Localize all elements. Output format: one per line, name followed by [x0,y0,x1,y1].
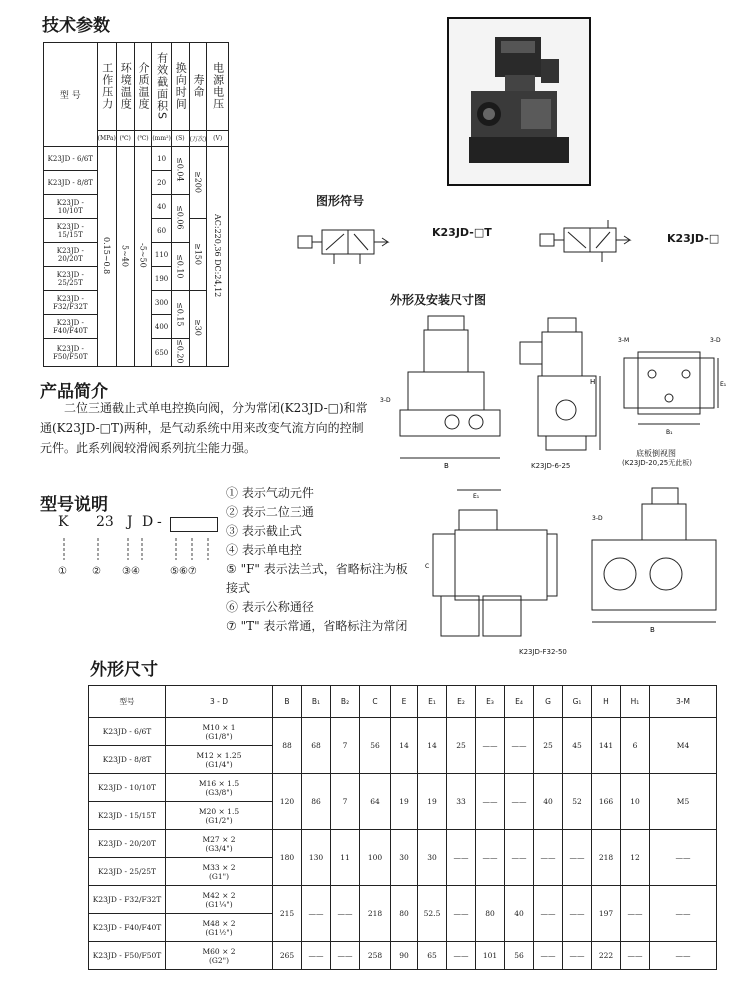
specs-table: 型 号 工作压力 环境温度 介质温度 有效截面积S 换向时间 寿命 电源电压 (MPa) (℃) (℃) (mm²) (S) (万次) (V) K23JD - 6/6T 0.15~0.8 5~40 -5~50 10 ≤0.04 ≥200 AC:220,36 DC:24,12 K23JD - 8/8T 20 K23JD - 10/10T 40 ≤0.06 K23JD - 15/15T 60 ≥150 K23JD - 20/20T 110 ≤0.10 K23JD - 25/25T 190 K23JD - F32/F32T 300 ≤0.15 ≥30 K23JD - F40/F40T 400 K23JD - F50/F50T 650 ≤0.20 [43,42,229,367]
model-mark-2: ② [92,566,101,577]
ambient-value: 5~40 [116,147,134,367]
svg-text:B₁: B₁ [666,429,673,436]
model-note: ① 表示气动元件 [226,486,314,500]
dims-table [88,685,717,970]
table-row: K23JD - 20/20T 110 ≤0.10 [44,243,229,267]
table-row: K23JD - 20/20T M27 × 2 (G3/4") 180 130 11 100 30 30 —— —— —— —— —— 218 12 —— [89,830,717,858]
col-switch: 换向时间 [171,43,189,131]
intro-title: 产品简介 [40,382,108,402]
model-note: ⑤ "F" 表示法兰式，省略标注为板接式 [226,562,408,595]
svg-text:C: C [425,563,430,570]
model-notes [226,484,411,636]
drawing-side-view [512,314,607,474]
table-row: K23JD - F32/F32T M42 × 2 (G1¼") 215 —— —— 218 80 52.5 —— 80 40 —— —— 197 —— —— [89,886,717,914]
table-row: K23JD - 6/6T M10 × 1 (G1/8") 88 68 7 56 14 14 25 —— —— 25 45 141 6 M4 [89,718,717,746]
table-row: K23JD - F50/F50T 650 ≤0.20 [44,339,229,367]
model-mark-34: ③④ [122,566,140,577]
model-mark-567: ⑤⑥⑦ [170,566,197,577]
dims-title: 外形尺寸 [90,660,158,680]
svg-text:3-M: 3-M [618,337,630,344]
drawing-flange-front [425,486,565,646]
power-value: AC:220,36 DC:24,12 [207,147,229,367]
table-row: K23JD - 25/25T 190 [44,267,229,291]
model-code-leaders [58,534,218,564]
model-note: ⑦ "T" 表示常通，省略标注为常闭 [226,619,408,633]
model-code-23: 23 [96,514,114,530]
svg-text:3-D: 3-D [592,515,603,522]
caption-flange: K23JD-F32-50 [519,648,567,656]
caption-base: 底板倒视图 [636,449,676,458]
table-row: K23JD - F40/F40T 400 [44,315,229,339]
symbol-label-nt: K23JD-□T [432,226,492,239]
table-row: K23JD - 6/6T 0.15~0.8 5~40 -5~50 10 ≤0.04 ≥200 AC:220,36 DC:24,12 [44,147,229,171]
symbol-normally-open [296,220,406,272]
dims-header-row: 型号 3 - D B B₁ B₂ C E E₁ E₂ E₃ E₄ G G₁ H H₁ 3-M [89,686,717,718]
table-row: K23JD - 25/25T M33 × 2 (G1") [89,858,717,886]
model-code-boxes [170,517,218,532]
svg-text:E₁: E₁ [473,493,480,500]
model-mark-1: ① [58,566,67,577]
col-power: 电源电压 [207,43,229,131]
drawing-base-plate [612,332,737,442]
svg-text:B: B [650,626,655,634]
model-note: ⑥ 表示公称通径 [226,600,314,614]
drawing-front-view [380,312,505,472]
col-life: 寿命 [189,43,207,131]
col-pressure: 工作压力 [97,43,116,131]
valve-photo [447,17,591,186]
model-code-d: D [142,514,154,530]
model-code-k: K [58,514,69,530]
table-row: K23JD - F40/F40T M48 × 2 (G1½") [89,914,717,942]
svg-text:3-D: 3-D [380,397,391,404]
table-row: K23JD - 8/8T M12 × 1.25 (G1/4") [89,746,717,774]
table-row: K23JD - F32/F32T 300 ≤0.15 ≥30 [44,291,229,315]
symbols-title: 图形符号 [316,194,365,208]
col-model: 型 号 [44,43,98,147]
drawing-flange-side [580,484,725,644]
col-ambient: 环境温度 [116,43,134,131]
table-row: K23JD - 10/10T M16 × 1.5 (G3/8") 120 86 7 64 19 19 33 —— —— 40 52 166 10 M5 [89,774,717,802]
symbol-label-nc: K23JD-□ [667,232,720,245]
svg-text:B: B [444,462,449,470]
caption-base-note: (K23JD-20,25无此板) [622,459,692,467]
specs-title: 技术参数 [42,16,110,36]
table-row: K23JD - F50/F50T M60 × 2 (G2") 265 —— —— 258 90 65 —— 101 56 —— —— 222 —— —— [89,942,717,970]
model-note: ④ 表示单电控 [226,543,302,557]
table-row: K23JD - 15/15T M20 × 1.5 (G1/2") [89,802,717,830]
table-row: K23JD - 8/8T 20 [44,171,229,195]
model-note: ② 表示二位三通 [226,505,314,519]
table-row: K23JD - 10/10T 40 ≤0.06 [44,195,229,219]
medium-value: -5~50 [134,147,152,367]
symbol-normally-closed [538,218,648,270]
svg-text:3-D: 3-D [710,337,721,344]
model-note: ③ 表示截止式 [226,524,302,538]
svg-text:E₁: E₁ [720,381,727,388]
svg-text:H: H [590,378,596,386]
col-medium: 介质温度 [134,43,152,131]
intro-text: 二位三通截止式单电控换向阀，分为常闭(K23JD-□)和常通(K23JD-□T)两种，是气动系统中用来改变气流方向的控制元件。此系列阀较滑阀系列抗尘能力强。 [40,401,368,455]
outline-title: 外形及安装尺寸图 [390,293,487,307]
model-title: 型号说明 [40,495,108,515]
model-code-j: J [127,514,133,530]
pressure-value: 0.15~0.8 [97,147,116,367]
model-code-dash: - [157,514,162,530]
caption-side: K23JD-6-25 [531,462,571,470]
table-row: K23JD - 15/15T 60 ≥150 [44,219,229,243]
col-area: 有效截面积S [152,43,171,131]
